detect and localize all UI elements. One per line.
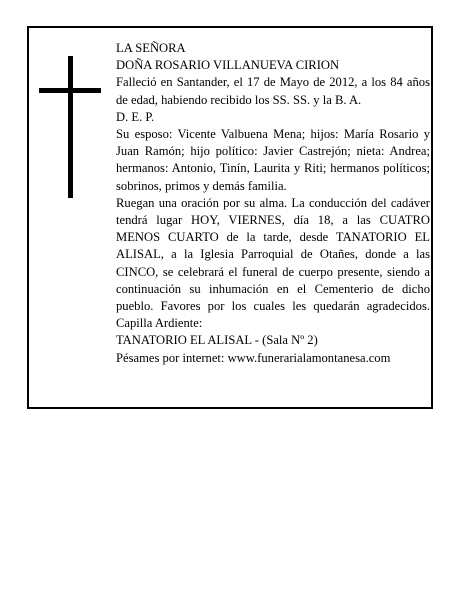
cross-vertical-bar: [68, 56, 73, 198]
condolences-line: Pésames por internet: www.funerarialamontanesa.com: [116, 350, 391, 365]
chapel-location: TANATORIO EL ALISAL - (Sala Nº 2): [116, 333, 318, 348]
obituary-notice: [27, 26, 433, 409]
family-list: Su esposo: Vicente Valbuena Mena; hijos: María Rosario y Juan Ramón; hijo político: Javier Castrejón; nieta: Andrea; hermanos: Antonio, Tinín, Laurita y Riti; hermanos políticos; sobrinos, primos y demás familia.: [116, 127, 430, 193]
cross-horizontal-bar: [39, 88, 101, 93]
cross-icon: [39, 56, 101, 198]
obituary-text: [116, 40, 430, 367]
deceased-name: DOÑA ROSARIO VILLANUEVA CIRION: [116, 58, 340, 73]
funeral-details: Ruegan una oración por su alma. La conducción del cadáver tendrá lugar HOY, VIERNES, día 18, a las CUATRO MENOS CUARTO de la tarde, desde TANATORIO EL ALISAL, a la Iglesia Parroquial de Otañes, donde a las CINCO, se celebrará el funeral de cuerpo presente, siendo a continuación su inhumación en el Cementerio de dicho pueblo. Favores por los cuales les quedarán agradecidos. Capilla Ardiente:: [116, 195, 430, 331]
death-announcement: Falleció en Santander, el 17 de Mayo de 2012, a los 84 años de edad, habiendo recibido los SS. SS. y la B. A.: [116, 75, 430, 107]
rip-text: D. E. P.: [116, 109, 155, 124]
notice-heading: LA SEÑORA: [116, 41, 186, 55]
